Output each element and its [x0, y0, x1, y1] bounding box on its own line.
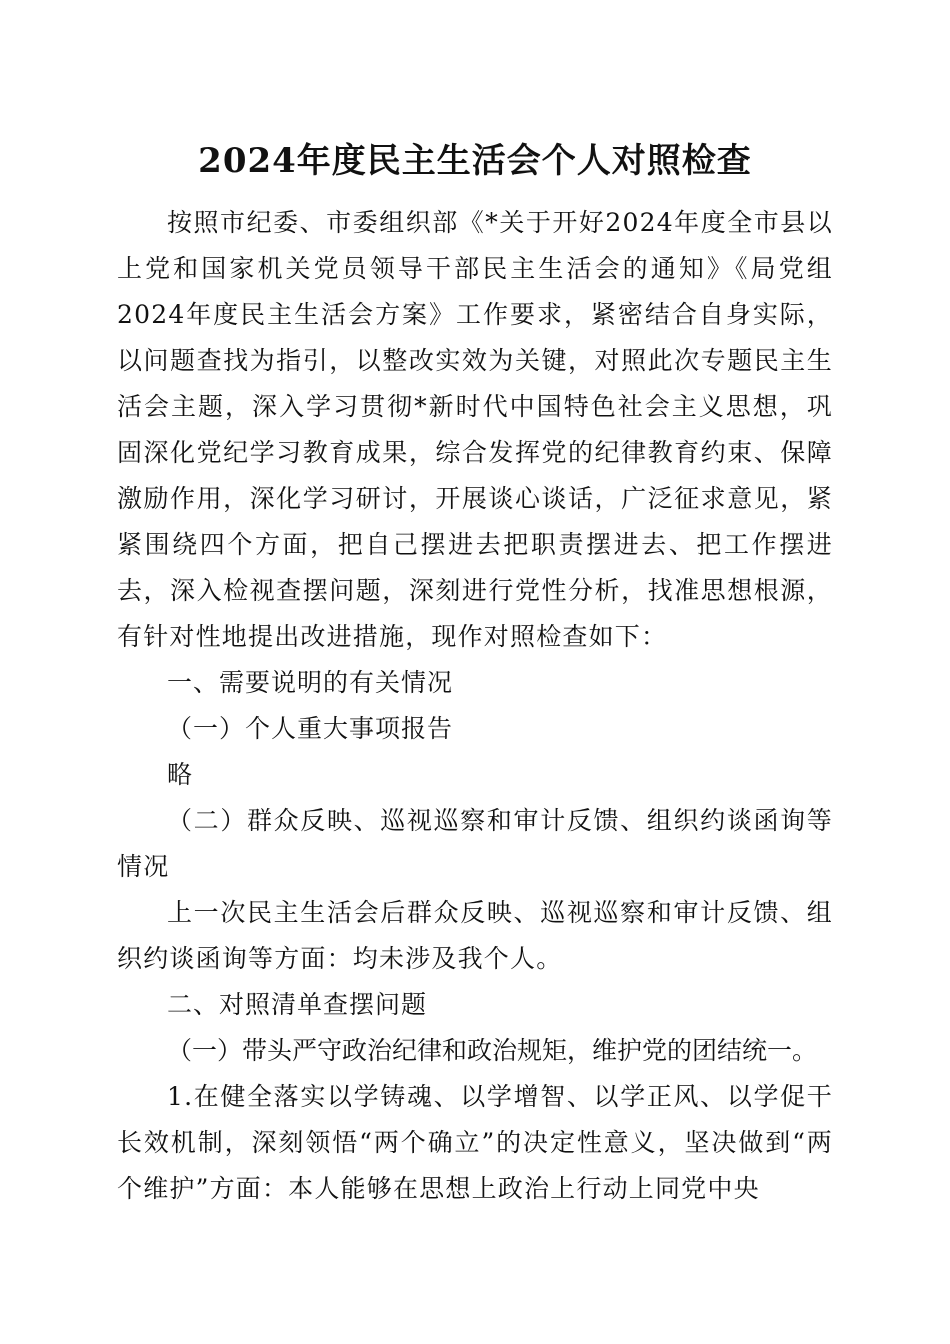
section-1-sub-2-heading: （二）群众反映、巡视巡察和审计反馈、组织约谈函询等情况: [117, 806, 833, 881]
section-1-sub-1-text: 略: [167, 760, 194, 789]
document-title: 2024年度民主生活会个人对照检查: [198, 141, 752, 181]
section-1-sub-2-text: 上一次民主生活会后群众反映、巡视巡察和审计反馈、组织约谈函询等方面：均未涉及我个人。: [117, 898, 833, 973]
document-body: [117, 200, 833, 1212]
section-2-heading: 二、对照清单查摆问题: [167, 990, 428, 1019]
section-1-sub-1-heading: （一）个人重大事项报告: [167, 714, 454, 743]
intro-paragraph: 按照市纪委、市委组织部《*关于开好2024年度全市县以上党和国家机关党员领导干部民主生活会的通知》《局党组2024年度民主生活会方案》工作要求，紧密结合自身实际，以问题查找为指引，以整改实效为关键，对照此次专题民主生活会主题，深入学习贯彻*新时代中国特色社会主义思想，巩固深化党纪学习教育成果，综合发挥党的纪律教育约束、保障激励作用，深化学习研讨，开展谈心谈话，广泛征求意见，紧紧围绕四个方面，把自己摆进去把职责摆进去、把工作摆进去，深入检视查摆问题，深刻进行党性分析，找准思想根源，有针对性地提出改进措施，现作对照检查如下：: [117, 208, 833, 651]
section-2-sub-1-heading: （一）带头严守政治纪律和政治规矩，维护党的团结统一。: [167, 1036, 818, 1065]
section-2-item-1: 1.在健全落实以学铸魂、以学增智、以学正风、以学促干长效机制，深刻领悟“两个确立”的决定性意义，坚决做到“两个维护”方面：本人能够在思想上政治上行动上同党中央: [117, 1082, 833, 1203]
section-1-heading: 一、需要说明的有关情况: [167, 668, 454, 697]
